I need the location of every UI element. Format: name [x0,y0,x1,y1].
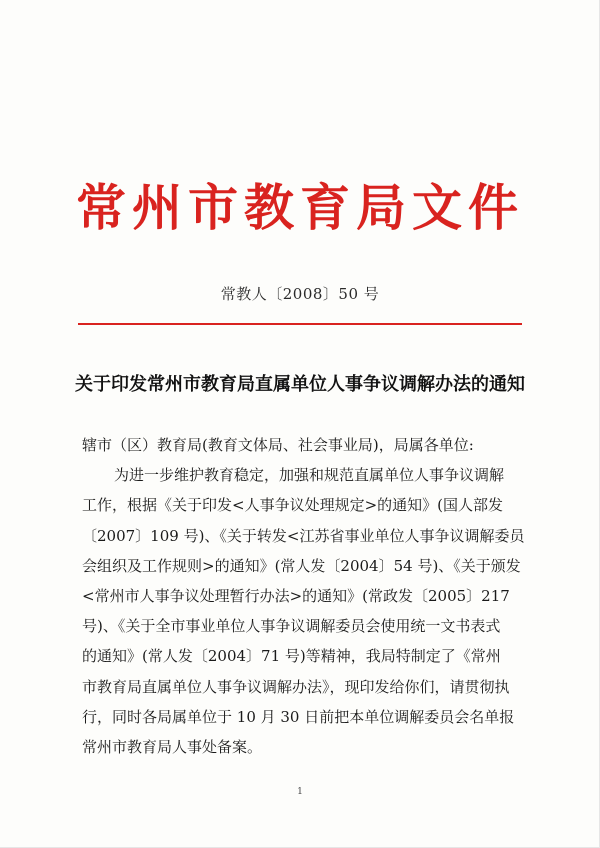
body-line-recipients: 辖市（区）教育局(教育文体局、社会事业局)，局属各单位: [82,436,474,454]
body-line: 会组织及工作规则>的通知》(常人发〔2004〕54 号)、《关于颁发 [82,556,521,575]
notice-title: 关于印发常州市教育局直属单位人事争议调解办法的通知 [75,374,525,395]
body-line: <常州市人事争议处理暂行办法>的通知》(常政发〔2005〕217 [82,586,510,605]
body-line: 行，同时各局属单位于 10 月 30 日前把本单位调解委员会名单报 [82,707,515,726]
notice-body [82,430,525,762]
body-line: 常州市教育局人事处备案。 [82,737,263,756]
body-line: 的通知》(常人发〔2004〕71 号)等精神，我局特制定了《常州 [82,647,501,666]
page-number: 1 [297,787,303,797]
body-line: 市教育局直属单位人事争议调解办法》，现印发给你们，请贯彻执 [82,677,510,696]
body-line: 为进一步维护教育稳定，加强和规范直属单位人事争议调解 [114,466,505,485]
body-line: 号)、《关于全市事业单位人事争议调解委员会使用统一文书表式 [82,617,501,636]
document-number: 常教人〔2008〕50 号 [220,285,380,303]
header-red-rule [78,323,522,325]
body-line: 〔2007〕109 号)、《关于转发<江苏省事业单位人事争议调解委员 [82,526,525,545]
document-header-title: 常州市教育局文件 [76,178,524,237]
body-line: 工作，根据《关于印发<人事争议处理规定>的通知》(国人部发 [82,496,503,515]
